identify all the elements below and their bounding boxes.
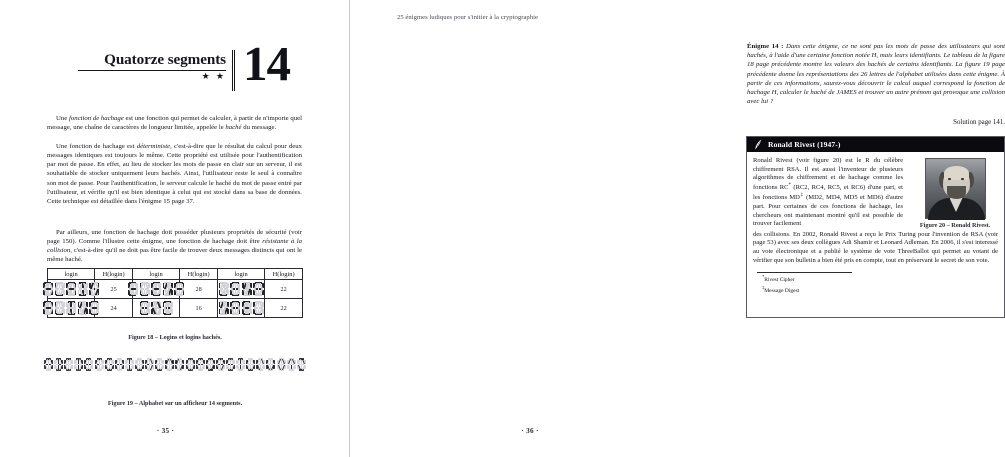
segment-char-n <box>241 282 252 297</box>
chapter-number: 14 <box>243 36 290 91</box>
login-cell-aline <box>48 299 95 318</box>
footnote-2 <box>762 285 998 296</box>
login-cell-lena <box>217 280 264 299</box>
difficulty-stars: ★ ★ <box>201 71 226 82</box>
para-1-text: Une fonction de hachage est une fonction qui permet de calculer, à partir de n'importe quel message, une chaîne de caractères de longueur limitée, appelée le haché du message. <box>47 115 302 132</box>
footnote-2-text: Message Digest <box>764 287 800 294</box>
segment-char-e <box>85 358 94 371</box>
ronald-rivest-portrait <box>925 158 986 219</box>
footnote-mark-md: ‡ <box>799 192 804 198</box>
login-cell-nael <box>217 299 264 318</box>
body-paragraph-2 <box>47 142 302 206</box>
segment-char-w <box>266 358 275 371</box>
table-row <box>48 280 303 299</box>
segment-char-l <box>54 282 65 297</box>
segment-char-a <box>253 282 264 297</box>
figure-18-caption: Figure 18 – Logins et logins hachés. <box>128 334 222 341</box>
segment-char-r <box>216 358 225 371</box>
segment-char-l <box>139 282 150 297</box>
footnote-1 <box>762 274 998 285</box>
segment-char-c <box>64 358 73 371</box>
quill-icon <box>754 139 763 150</box>
segment-word-nael <box>220 301 262 316</box>
segment-char-l <box>54 301 65 316</box>
segment-char-u <box>246 358 255 371</box>
segment-word-aline <box>50 301 92 316</box>
segment-char-q <box>206 358 215 371</box>
segment-char-z <box>297 358 306 371</box>
biography-box <box>746 136 1005 318</box>
segment-char-e <box>127 282 138 297</box>
biography-text-top <box>753 157 903 229</box>
page-number-right: · 36 · <box>521 427 539 435</box>
segment-char-e <box>241 301 252 316</box>
segment-char-s <box>226 358 235 371</box>
logins-table <box>47 268 303 318</box>
segment-char-f <box>95 358 104 371</box>
chapter-divider-bar <box>232 50 235 91</box>
segment-char-e <box>151 282 162 297</box>
segment-char-n <box>218 301 229 316</box>
segment-char-t <box>236 358 245 371</box>
segment-char-e <box>230 282 241 297</box>
segment-char-a <box>66 282 77 297</box>
segment-char-n <box>89 282 100 297</box>
login-cell-eve <box>132 299 179 318</box>
figure-20-block <box>912 157 998 230</box>
col-header-login-1: login <box>48 269 95 280</box>
hash-cell-nael: 22 <box>265 299 303 318</box>
enigma-text: Dans cette énigme, ce ne sont pas les mots de passe des utilisateurs qui sont hachés, à l'aide d'une certaine fonction notée H, mais leurs identifiants. Le tableau de la figure 18 page précédente montre les valeurs des hachés de certains identifiants. La figure 19 page précédente donne les représentations des 26 lettres de l'alphabet utilisées dans cette énigme. À partir de ces informations, saurez-vous découvrir le calcul auquel correspond la fonction de hachage H, calculer le haché de JAMES et trouver un autre prénom qui provoque une collision avec lui ? <box>747 43 1005 106</box>
para-3-text: Par ailleurs, une fonction de hachage doit posséder plusieurs propriétés de sécurité (voir page 150). Comme l'illustre cette énigme, une fonction de hachage doit être résistante à la collision, c'est-à-dire qu'il ne doit pas être facile de trouver deux messages distincts qui ont le même haché. <box>47 229 303 264</box>
segment-char-a <box>42 301 53 316</box>
body-paragraph-1 <box>47 114 302 132</box>
segment-char-v <box>256 358 265 371</box>
chapter-title: Quatorze segments <box>104 51 226 68</box>
segment-char-v <box>151 301 162 316</box>
segment-char-i <box>66 301 77 316</box>
login-cell-alain <box>48 280 95 299</box>
biography-text-rest <box>753 230 998 266</box>
segment-char-y <box>287 358 296 371</box>
segment-char-a <box>230 301 241 316</box>
chapter-header <box>78 36 318 100</box>
col-header-hash-1: H(login) <box>95 269 133 280</box>
table-header-row <box>48 269 303 280</box>
segment-char-e <box>89 301 100 316</box>
enigma-label: Énigme 14 : <box>747 43 784 50</box>
page-number-left: · 35 · <box>156 427 175 435</box>
login-cell-elena <box>132 280 179 299</box>
segment-word-alain <box>50 282 92 297</box>
hash-cell-lena: 22 <box>265 280 303 299</box>
segment-char-i <box>125 358 134 371</box>
bio-top-part2: (RC2, RC4, RC5, et RC6) d'une part, et les fonctions MD <box>753 184 903 202</box>
segment-char-p <box>196 358 205 371</box>
col-header-login-3: login <box>217 269 264 280</box>
segment-word-lena <box>220 282 262 297</box>
running-head: 25 énigmes ludiques pour s'initier à la cryptographie <box>397 14 538 21</box>
right-page <box>350 0 1005 457</box>
col-header-hash-2: H(login) <box>180 269 218 280</box>
footnote-mark-rc: * <box>788 183 791 189</box>
segment-char-a <box>174 282 185 297</box>
segment-char-a <box>44 358 53 371</box>
segment-char-m <box>165 358 174 371</box>
segment-char-n <box>162 282 173 297</box>
segment-char-o <box>186 358 195 371</box>
segment-char-d <box>74 358 83 371</box>
segment-char-b <box>54 358 63 371</box>
col-header-hash-3: H(login) <box>265 269 303 280</box>
segment-word-eve <box>135 301 177 316</box>
segment-char-n <box>77 301 88 316</box>
footnote-separator <box>757 272 852 273</box>
footnote-1-mark: * <box>762 274 765 280</box>
footnote-1-text: Rivest Cipher <box>764 277 795 284</box>
segment-char-e <box>139 301 150 316</box>
bio-top-part1: Ronald Rivest (voir figure 20) est le R du célèbre chiffrement RSA. Il est aussi l'inventeur de plusieurs algorithmes de chiffrement et de hachage comme les fonctions RC <box>753 157 903 192</box>
biography-title: Ronald Rivest (1947-) <box>768 140 841 149</box>
bio-top-part3: (MD2, MD4, MD5 et MD6) d'autre part. Pour certaines de ces fonctions de hachage, les chercheurs ont maintenant montré qu'il est possible de trouver facilement <box>753 194 903 228</box>
segment-char-h <box>115 358 124 371</box>
hash-cell-alain: 25 <box>95 280 133 299</box>
para-2-text: Une fonction de hachage est déterministe, c'est-à-dire que le résultat du calcul pour deux messages identiques est toujours le même. Cette propriété est utilisée pour l'authentification par mot de passe. En effet, au lieu de stocker les mots de passe en clair sur un serveur, il est souhaitable de stocker uniquement leurs hachés. Ainsi, l'utilisateur reste le seul à connaître son mot de passe. Pour l'authentification, le serveur calcule le haché du mot de passe entré par l'utilisateur, et vérifie qu'il est bien identique à celui qui est stocké dans sa base de données. Cette technique est détaillée dans l'énigme 15 page 37. <box>47 143 302 205</box>
segment-char-j <box>135 358 144 371</box>
footnote-list <box>753 274 998 295</box>
segment-char-l <box>253 301 264 316</box>
col-header-login-2: login <box>132 269 179 280</box>
segment-char-n <box>176 358 185 371</box>
segment-char-i <box>77 282 88 297</box>
segment-char-g <box>105 358 114 371</box>
biography-header <box>747 137 1004 152</box>
segment-char-x <box>277 358 286 371</box>
segment-char-e <box>162 301 173 316</box>
biography-body <box>747 152 1004 317</box>
figure-19-caption: Figure 19 – Alphabet sur un afficheur 14 segments. <box>107 400 243 407</box>
segment-char-a <box>42 282 53 297</box>
segment-word-elena <box>135 282 177 297</box>
body-paragraph-3 <box>47 228 302 265</box>
segment-char-l <box>155 358 164 371</box>
hash-cell-elena: 28 <box>180 280 218 299</box>
hash-cell-aline: 24 <box>95 299 133 318</box>
table-row <box>48 299 303 318</box>
hash-cell-eve: 16 <box>180 299 218 318</box>
segment-char-l <box>218 282 229 297</box>
figure-19-alphabet <box>44 358 306 371</box>
bio-rest-text: des collisions. En 2002, Ronald Rivest a reçu le Prix Turing pour l'invention de RSA (voir page 53) avec ses deux collègues Adi Shamir et Leonard Adleman. En 2006, il s'est interessé au vote électronique et a publié le système de vote ThreeBallot qui permet au votant de vérifier que son bulletin a bien été pris en compte, tout en préservant le secret de son vote. <box>753 230 998 264</box>
figure-18-table <box>47 268 303 318</box>
left-page <box>0 0 349 457</box>
enigma-statement <box>747 42 1005 107</box>
solution-reference: Solution page 141. <box>953 119 1005 126</box>
footnote-2-mark: ‡ <box>762 284 765 290</box>
segment-char-k <box>145 358 154 371</box>
figure-20-caption: Figure 20 – Ronald Rivest. <box>919 222 991 229</box>
